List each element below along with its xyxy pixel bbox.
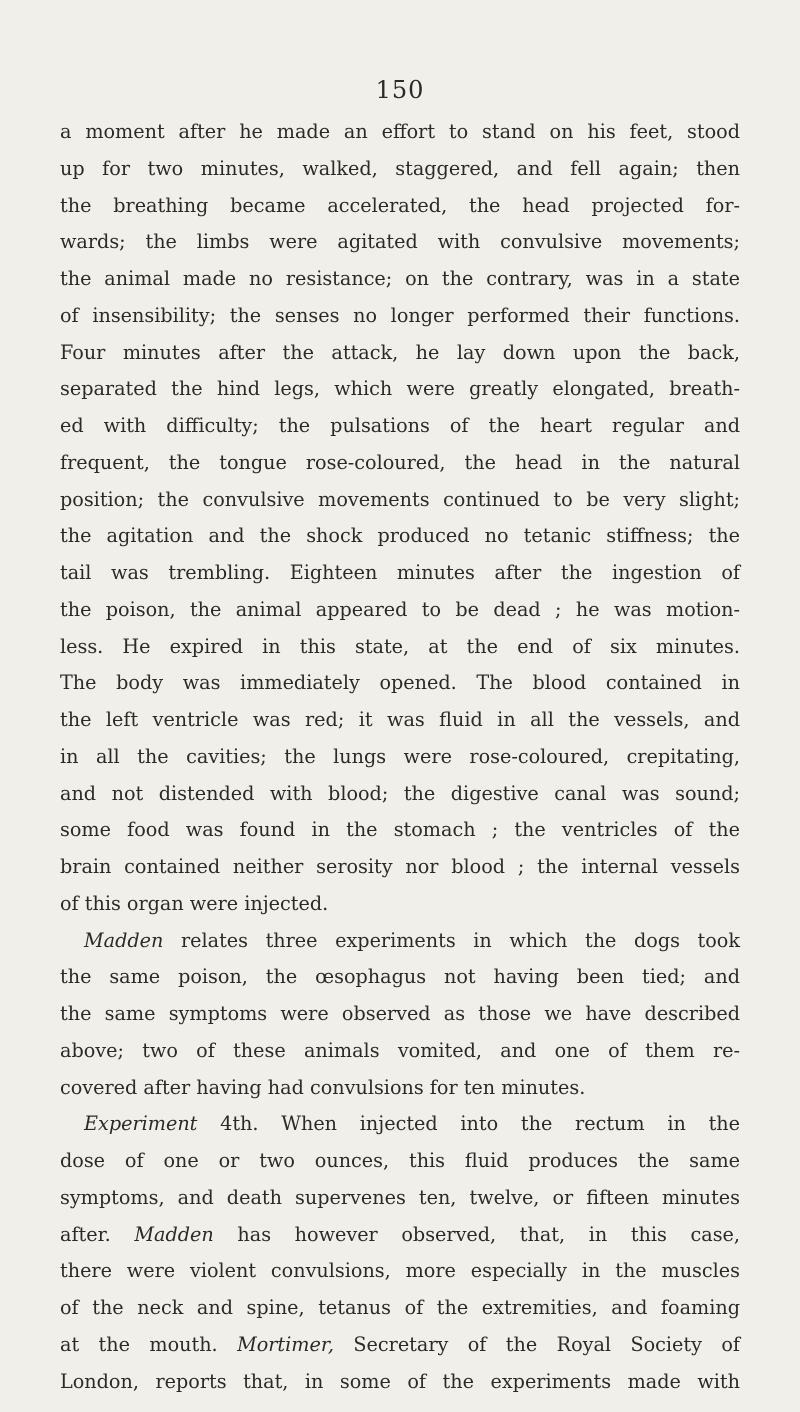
line-text: and not distended with blood; the digestive canal was sound;: [60, 781, 740, 805]
text-line: [60, 555, 740, 592]
text-line: [60, 335, 740, 372]
text-line: [60, 1327, 740, 1364]
text-line: [60, 371, 740, 408]
line-prefix: after.: [60, 1222, 135, 1246]
line-text: the left ventricle was red; it was fluid in all the vessels, and: [60, 708, 740, 731]
text-line: [60, 1364, 740, 1401]
italic-name: Mortimer,: [237, 1332, 334, 1356]
text-line: [60, 1290, 740, 1327]
line-text: covered after having had convulsions for ten minutes.: [60, 1075, 586, 1099]
line-text: a moment after he made an effort to stand on his feet, stood: [60, 120, 740, 143]
text-line: [60, 592, 740, 629]
text-line: [60, 959, 740, 996]
line-text: Four minutes after the attack, he lay down upon the back,: [60, 340, 740, 364]
line-text: up for two minutes, walked, staggered, and fell again; then: [60, 156, 740, 180]
line-text: 4th. When injected into the rectum in the: [197, 1112, 740, 1136]
line-text: frequent, the tongue rose-coloured, the head in the natural: [60, 450, 740, 474]
text-line: [60, 1106, 740, 1143]
text-line: [60, 188, 740, 225]
text-line: [60, 482, 740, 519]
line-text: The body was immediately opened. The blood contained in: [60, 671, 740, 695]
text-line: [60, 665, 740, 702]
line-text: dose of one or two ounces, this fluid produces the same: [60, 1149, 740, 1172]
body-text: [60, 114, 740, 1400]
text-line: [60, 261, 740, 298]
text-line: [60, 886, 740, 923]
text-line: [60, 629, 740, 666]
line-text: some food was found in the stomach ; the ventricles of the: [60, 818, 740, 842]
text-line: [60, 812, 740, 849]
line-text: symptoms, and death supervenes ten, twelve, or fifteen minutes: [60, 1185, 740, 1209]
text-line: [60, 1070, 740, 1107]
text-line: [60, 996, 740, 1033]
line-text: less. He expired in this state, at the end of six minutes.: [60, 634, 740, 658]
text-line: [60, 1253, 740, 1290]
line-text: of this organ were injected.: [60, 891, 329, 915]
text-line: [60, 1033, 740, 1070]
text-line: [60, 1180, 740, 1217]
line-text: Secretary of the Royal Society of: [334, 1332, 740, 1356]
text-line: [60, 445, 740, 482]
italic-name: Madden: [84, 928, 164, 952]
italic-name: Experiment: [84, 1112, 198, 1136]
text-line: [60, 1217, 740, 1254]
line-text: relates three experiments in which the dogs took: [163, 928, 740, 952]
line-text: the poison, the animal appeared to be dead ; he was motion-: [60, 597, 740, 621]
text-line: [60, 298, 740, 335]
text-line: [60, 702, 740, 739]
line-text: wards; the limbs were agitated with convulsive movements;: [60, 230, 740, 254]
line-text: of the neck and spine, tetanus of the extremities, and foaming: [60, 1296, 740, 1319]
line-text: the breathing became accelerated, the head projected for-: [60, 193, 740, 217]
line-text: the animal made no resistance; on the contrary, was in a state: [60, 267, 740, 290]
italic-name: Madden: [134, 1222, 214, 1246]
text-line: [60, 408, 740, 445]
text-line: [60, 923, 740, 960]
line-text: has however observed, that, in this case,: [213, 1222, 741, 1246]
line-text: there were violent convulsions, more especially in the muscles: [60, 1259, 740, 1283]
text-line: [60, 776, 740, 813]
line-text: above; two of these animals vomited, and one of them re-: [60, 1038, 740, 1062]
line-text: the same symptoms were observed as those we have described: [60, 1002, 740, 1025]
line-text: the same poison, the œsophagus not having been tied; and: [60, 965, 740, 989]
text-line: [60, 1143, 740, 1180]
text-line: [60, 151, 740, 188]
line-text: the agitation and the shock produced no tetanic stiffness; the: [60, 524, 740, 548]
line-text: in all the cavities; the lungs were rose-coloured, crepitating,: [60, 744, 740, 768]
line-text: tail was trembling. Eighteen minutes after the ingestion of: [60, 561, 740, 584]
line-text: separated the hind legs, which were greatly elongated, breath-: [60, 377, 740, 401]
text-line: [60, 739, 740, 776]
text-line: [60, 224, 740, 261]
line-text: position; the convulsive movements continued to be very slight;: [60, 487, 740, 511]
page-number: 150: [375, 76, 425, 104]
line-text: ed with difficulty; the pulsations of the heart regular and: [60, 414, 740, 437]
text-line: [60, 114, 740, 151]
line-text: brain contained neither serosity nor blood ; the internal vessels: [60, 855, 740, 878]
line-prefix: at the mouth.: [60, 1332, 238, 1356]
line-text: London, reports that, in some of the experiments made with: [60, 1369, 740, 1393]
line-text: of insensibility; the senses no longer performed their functions.: [60, 303, 740, 327]
text-line: [60, 518, 740, 555]
text-line: [60, 849, 740, 886]
